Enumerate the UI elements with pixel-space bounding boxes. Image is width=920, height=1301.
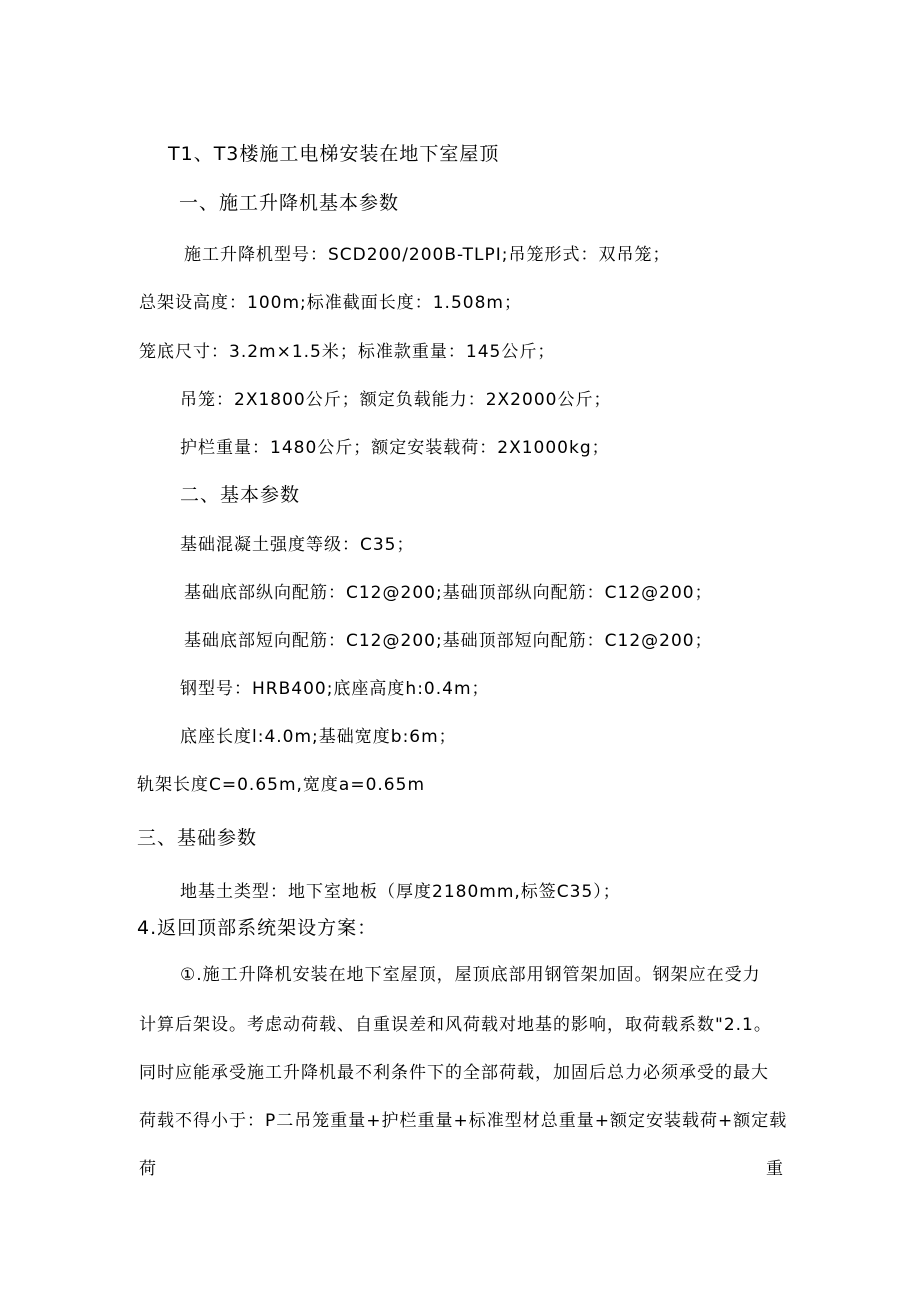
paragraph-line-5 (139, 1157, 784, 1181)
paragraph-steel: 钢型号：HRB400;底座高度h:0.4m； (180, 679, 490, 699)
paragraph-long-rebar: 基础底部纵向配筋：C12@200;基础顶部纵向配筋：C12@200； (184, 583, 713, 603)
paragraph-rail: 护栏重量：1480公斤；额定安装载荷：2X1000kg； (180, 438, 610, 458)
paragraph-short-rebar: 基础底部短向配筋：C12@200;基础顶部短向配筋：C12@200； (184, 631, 713, 651)
paragraph-model: 施工升降机型号：SCD200/200B-TLPI;吊笼形式：双吊笼； (184, 245, 671, 265)
paragraph-height: 总架设高度：100m;标准截面长度：1.508m； (139, 293, 522, 313)
paragraph-line-3: 同时应能承受施工升降机最不利条件下的全部荷载，加固后总力必须承受的最大 (139, 1063, 769, 1083)
paragraph-track: 轨架长度C=0.65m,宽度a=0.65m (137, 775, 426, 795)
section-heading-1: 一、施工升降机基本参数 (179, 192, 400, 214)
section-heading-2: 二、基本参数 (180, 484, 301, 506)
paragraph-cage: 笼底尺寸：3.2m×1.5米；标准款重量：145公斤； (139, 342, 556, 362)
paragraph-line-2: 计算后架设。考虑动荷载、自重误差和风荷载对地基的影响，取荷载系数"2.1。 (139, 1015, 772, 1035)
paragraph-concrete: 基础混凝土强度等级：C35； (180, 535, 415, 555)
section-heading-4: 4.返回顶部系统架设方案： (137, 917, 378, 939)
paragraph-soil: 地基土类型：地下室地板（厚度2180mm,标签C35）； (180, 882, 621, 902)
paragraph-line-1: ①.施工升降机安装在地下室屋顶，屋顶底部用钢管架加固。钢架应在受力 (180, 965, 761, 985)
paragraph-line-5-end: 重 (766, 1159, 784, 1179)
paragraph-line-5-start: 荷 (139, 1159, 157, 1179)
paragraph-base: 底座长度l:4.0m;基础宽度b:6m； (180, 727, 457, 747)
paragraph-hang: 吊笼：2X1800公斤；额定负载能力：2X2000公斤； (180, 390, 612, 410)
doc-title: T1、T3楼施工电梯安装在地下室屋顶 (168, 143, 500, 165)
paragraph-line-4: 荷载不得小于：P二吊笼重量+护栏重量+标准型材总重量+额定安装载荷+额定载 (139, 1111, 788, 1131)
section-heading-3: 三、基础参数 (137, 827, 258, 849)
